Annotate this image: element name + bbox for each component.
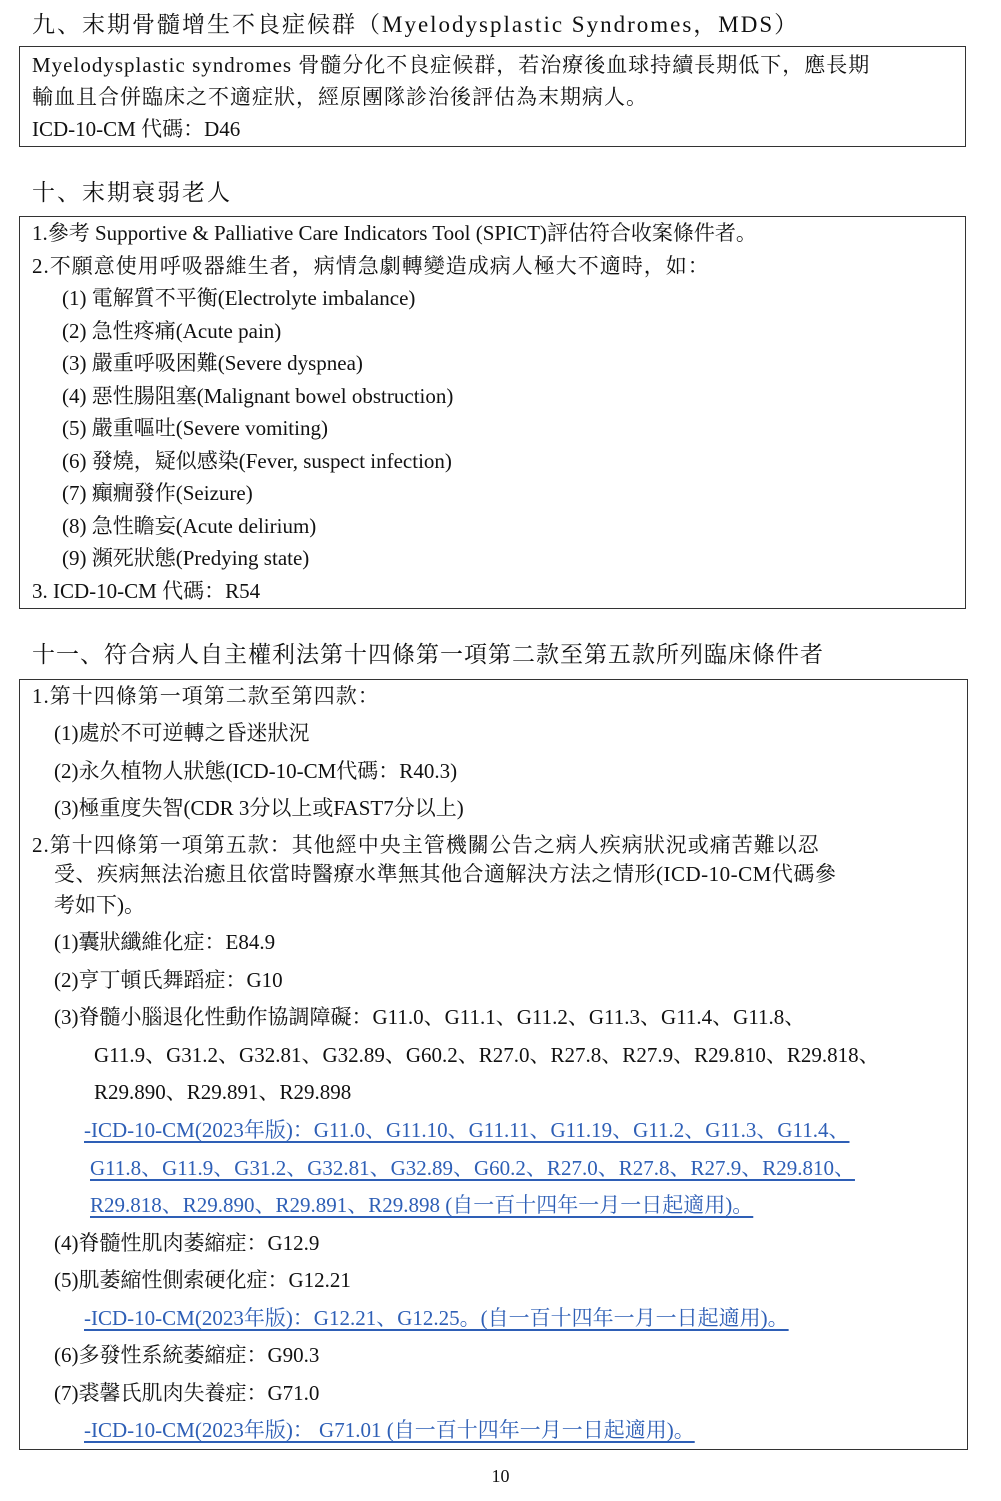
section11-sub-5: (5)肌萎縮性側索硬化症：G12.21 — [54, 1268, 351, 1292]
section9-heading: 九、末期骨髓增生不良症候群（Myelodysplastic Syndromes，MDS） — [32, 12, 800, 37]
section11-sub-4: (4)脊髓性肌肉萎縮症：G12.9 — [54, 1231, 320, 1255]
section11-sub-2: (2)亨丁頓氏舞蹈症：G10 — [54, 968, 283, 992]
section11-sub-3-revision: -ICD-10-CM(2023年版)：G11.0、G11.10、G11.11、G11.19、G11.2、G11.3、G11.4、 — [84, 1118, 850, 1142]
section11-item2-line: 2.第十四條第一項第五款：其他經中央主管機關公告之病人疾病狀況或痛苦難以忍 — [32, 833, 820, 857]
section11-sub-3-cont: R29.890、R29.891、R29.898 — [94, 1080, 352, 1104]
section11-item-1: 1.第十四條第一項第二款至第四款： — [32, 684, 380, 708]
section11-sub-3-cont: G11.9、G31.2、G32.81、G32.89、G60.2、R27.0、R27.8、R27.9、R29.810、R29.818、 — [94, 1043, 880, 1067]
section11-sub-7: (7)裘馨氏肌肉失養症：G71.0 — [54, 1381, 320, 1405]
section10-item-3: 3. ICD-10-CM 代碼：R54 — [32, 579, 261, 603]
section11-sub-6: (6)多發性系統萎縮症：G90.3 — [54, 1343, 320, 1367]
section10-box — [19, 216, 966, 609]
section10-subitem: (3) 嚴重呼吸困難(Severe dyspnea) — [62, 351, 363, 375]
section10-item-2: 2.不願意使用呼吸器維生者，病情急劇轉變造成病人極大不適時，如： — [32, 254, 710, 278]
section11-sub-5-revision: -ICD-10-CM(2023年版)：G12.21、G12.25。(自一百十四年一月一日起適用)。 — [84, 1306, 789, 1330]
section11-sub-7-revision: -ICD-10-CM(2023年版)： G71.01 (自一百十四年一月一日起適用)。 — [84, 1418, 695, 1442]
section10-subitem: (5) 嚴重嘔吐(Severe vomiting) — [62, 416, 328, 440]
section10-subitem: (8) 急性瞻妄(Acute delirium) — [62, 514, 317, 538]
section10-subitem: (4) 惡性腸阻塞(Malignant bowel obstruction) — [62, 384, 454, 408]
section10-subitem: (7) 癲癇發作(Seizure) — [62, 481, 253, 505]
section11-box — [19, 679, 968, 1450]
page-number: 10 — [491, 1466, 510, 1486]
section11-item1-sub: (3)極重度失智(CDR 3分以上或FAST7分以上) — [54, 796, 464, 820]
section11-item2-line: 考如下)。 — [54, 893, 145, 917]
section11-sub-3-revision: R29.818、R29.890、R29.891、R29.898 (自一百十四年一月一日起適用)。 — [90, 1193, 754, 1217]
section11-sub-3-revision: G11.8、G11.9、G31.2、G32.81、G32.89、G60.2、R27.0、R27.8、R27.9、R29.810、 — [90, 1156, 855, 1180]
section10-heading: 十、末期衰弱老人 — [32, 180, 232, 205]
section10-subitem: (1) 電解質不平衡(Electrolyte imbalance) — [62, 286, 416, 310]
section9-box — [19, 46, 966, 147]
section9-line-1: Myelodysplastic syndromes 骨髓分化不良症候群，若治療後血球持續長期低下，應長期 — [32, 53, 871, 77]
section11-item1-sub: (1)處於不可逆轉之昏迷狀況 — [54, 721, 310, 745]
section10-item-1: 1.參考 Supportive & Palliative Care Indicators Tool (SPICT)評估符合收案條件者。 — [32, 221, 757, 245]
section11-item2-line: 受、疾病無法治癒且依當時醫療水準無其他合適解決方法之情形(ICD-10-CM代碼參 — [54, 862, 837, 886]
section10-subitem: (6) 發燒，疑似感染(Fever, suspect infection) — [62, 449, 452, 473]
section10-subitem: (2) 急性疼痛(Acute pain) — [62, 319, 282, 343]
section9-line-2: 輸血且合併臨床之不適症狀，經原團隊診治後評估為末期病人。 — [32, 85, 648, 109]
section9-icd-code: ICD-10-CM 代碼：D46 — [32, 117, 241, 141]
section10-subitem: (9) 瀕死狀態(Predying state) — [62, 546, 310, 570]
section11-sub-3: (3)脊髓小腦退化性動作協調障礙：G11.0、G11.1、G11.2、G11.3、G11.4、G11.8、 — [54, 1005, 806, 1029]
section11-heading: 十一、符合病人自主權利法第十四條第一項第二款至第五款所列臨床條件者 — [32, 642, 824, 667]
section11-item1-sub: (2)永久植物人狀態(ICD-10-CM代碼：R40.3) — [54, 759, 458, 783]
section11-sub-1: (1)囊狀纖維化症：E84.9 — [54, 930, 276, 954]
